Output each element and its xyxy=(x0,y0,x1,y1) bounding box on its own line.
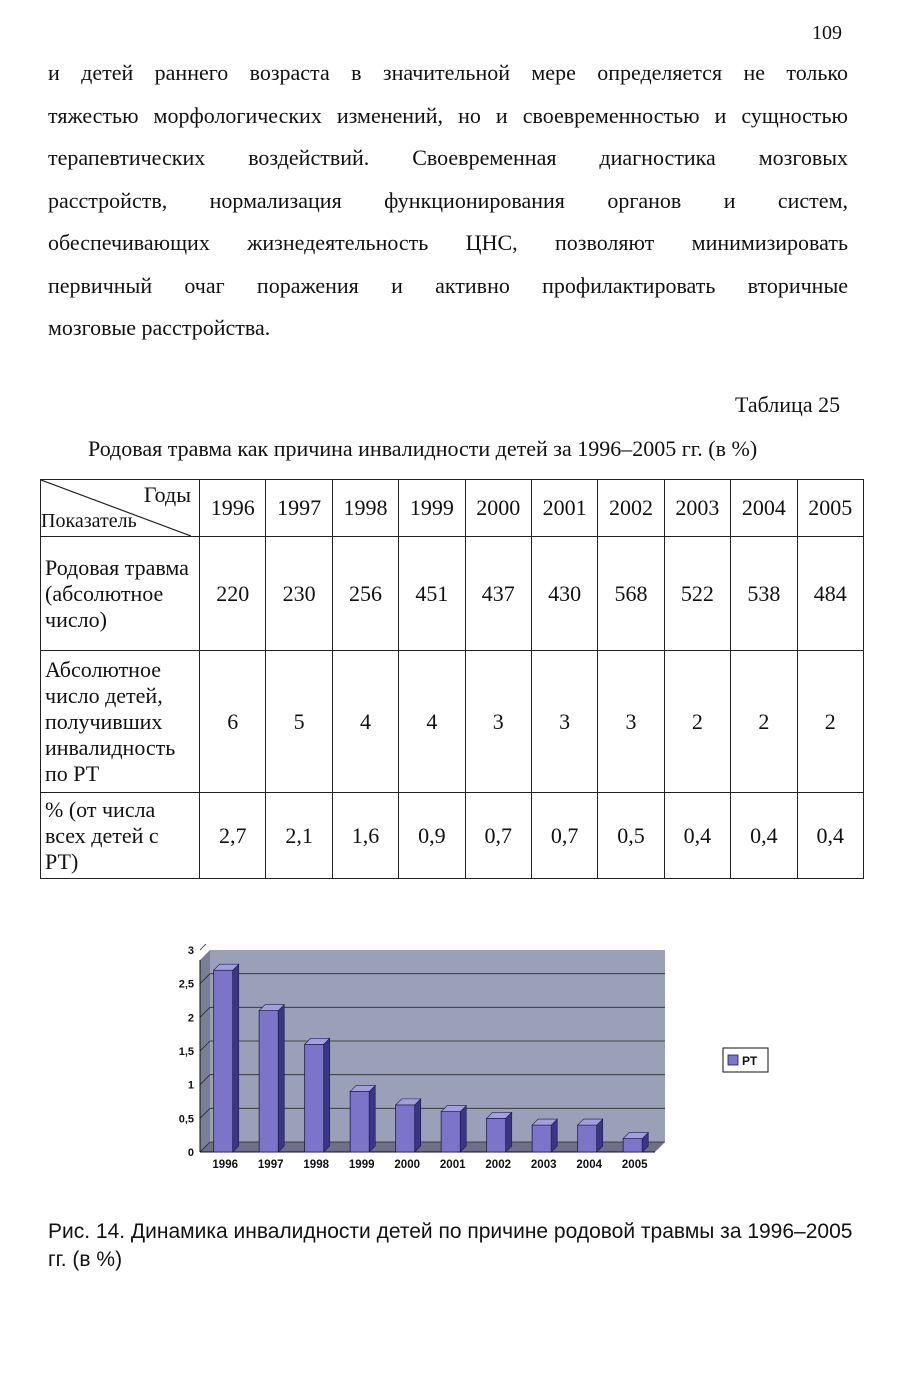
bar xyxy=(259,1011,278,1152)
table-cell: 0,5 xyxy=(598,793,664,879)
table-cell: 256 xyxy=(332,537,398,651)
table-cell: 437 xyxy=(465,537,531,651)
x-tick-label: 2002 xyxy=(485,1159,512,1171)
legend-label: РТ xyxy=(742,1054,758,1068)
paragraph-line: мозговые расстройства. xyxy=(48,315,271,340)
year-header: 2001 xyxy=(531,480,597,537)
x-tick-label: 2001 xyxy=(439,1159,466,1171)
year-header: 1996 xyxy=(200,480,266,537)
table-cell: 0,4 xyxy=(664,793,730,879)
data-table xyxy=(40,479,864,879)
x-tick-label: 2005 xyxy=(621,1159,648,1171)
bar-side xyxy=(506,1112,512,1152)
chart-svg xyxy=(160,944,780,1184)
table-caption: Родовая травма как причина инвалидности детей за 1996–2005 гг. (в %) xyxy=(88,436,758,461)
table-cell: 2,1 xyxy=(266,793,332,879)
bar xyxy=(532,1125,551,1152)
table-cell: 2,7 xyxy=(200,793,266,879)
row-label: Абсолютное число детей, получивших инвалидность по РТ xyxy=(41,651,200,793)
paragraph-line: первичный очаг поражения и активно профилактировать вторичные xyxy=(48,272,848,298)
table-cell: 0,4 xyxy=(731,793,797,879)
table-cell: 0,9 xyxy=(399,793,465,879)
paragraph-line: терапевтических воздействий. Своевременная диагностика мозговых xyxy=(48,145,848,170)
y-tick-label: 3 xyxy=(187,945,194,957)
chart-side-wall xyxy=(200,950,210,1152)
y-tick-label: 1 xyxy=(187,1079,194,1092)
table-corner-cell xyxy=(41,480,200,537)
bar-side xyxy=(278,1005,284,1152)
table-cell: 451 xyxy=(399,537,465,651)
year-header: 1999 xyxy=(399,480,465,537)
table-cell: 0,7 xyxy=(531,793,597,879)
table-cell: 1,6 xyxy=(332,793,398,879)
table-row xyxy=(41,651,864,793)
y-tick-label: 0,5 xyxy=(178,1113,194,1126)
body-paragraph xyxy=(48,52,848,350)
table-cell: 0,4 xyxy=(797,793,863,879)
bar xyxy=(305,1044,324,1152)
table-cell: 3 xyxy=(598,651,664,793)
table-cell: 522 xyxy=(664,537,730,651)
table-cell: 568 xyxy=(598,537,664,651)
table-cell: 2 xyxy=(797,651,863,793)
bar-side xyxy=(369,1085,375,1152)
gridline-side xyxy=(200,944,210,950)
paragraph-line: обеспечивающих жизнедеятельность ЦНС, позволяют минимизировать xyxy=(48,230,848,255)
table-cell: 4 xyxy=(332,651,398,793)
x-tick-label: 2004 xyxy=(576,1159,603,1171)
x-tick-label: 1997 xyxy=(257,1159,284,1171)
bar xyxy=(396,1105,415,1152)
year-header: 2000 xyxy=(465,480,531,537)
table-cell: 2 xyxy=(664,651,730,793)
table-cell: 484 xyxy=(797,537,863,651)
bar-side xyxy=(460,1106,466,1152)
table-row xyxy=(41,793,864,879)
bar xyxy=(441,1112,460,1152)
y-tick-label: 1,5 xyxy=(178,1046,194,1058)
corner-years-label: Годы xyxy=(143,482,191,507)
bar-chart xyxy=(160,944,780,1184)
table-cell: 5 xyxy=(266,651,332,793)
x-tick-label: 2003 xyxy=(530,1159,557,1171)
table-cell: 2 xyxy=(731,651,797,793)
y-tick-label: 0 xyxy=(187,1147,194,1159)
year-header: 2005 xyxy=(797,480,863,537)
bar xyxy=(214,970,233,1152)
year-header: 1997 xyxy=(266,480,332,537)
table-cell: 6 xyxy=(200,651,266,793)
table-cell: 430 xyxy=(531,537,597,651)
bar-side xyxy=(324,1038,330,1152)
legend-swatch xyxy=(728,1055,738,1065)
row-label: Родовая травма (абсолютное число) xyxy=(41,537,200,651)
year-header: 1998 xyxy=(332,480,398,537)
table-cell: 3 xyxy=(465,651,531,793)
year-header: 2004 xyxy=(731,480,797,537)
page-number: 109 xyxy=(812,22,842,44)
year-header: 2002 xyxy=(598,480,664,537)
paragraph-line: расстройств, нормализация функционирования органов и систем, xyxy=(48,187,848,213)
bar-side xyxy=(233,964,239,1152)
y-tick-label: 2 xyxy=(187,1012,194,1025)
bar xyxy=(350,1091,369,1152)
table-cell: 3 xyxy=(531,651,597,793)
table-header-row xyxy=(41,480,864,537)
figure-caption: Рис. 14. Динамика инвалидности детей по причине родовой травмы за 1996–2005 гг. (в %) xyxy=(48,1220,853,1271)
row-label: % (от числа всех детей с РТ) xyxy=(41,793,200,879)
x-tick-label: 1999 xyxy=(348,1159,375,1171)
bar xyxy=(578,1125,597,1152)
table-cell: 538 xyxy=(731,537,797,651)
table-row xyxy=(41,537,864,651)
bar-side xyxy=(415,1099,421,1152)
paragraph-line: и детей раннего возраста в значительной мере определяется не только xyxy=(48,60,848,85)
year-header: 2003 xyxy=(664,480,730,537)
x-tick-label: 1996 xyxy=(212,1159,239,1171)
bar xyxy=(487,1118,506,1152)
table-label: Таблица 25 xyxy=(735,392,841,417)
corner-indicator-label: Показатель xyxy=(41,510,137,532)
paragraph-line: тяжестью морфологических изменений, но и своевременностью и сущностью xyxy=(48,102,848,128)
table-cell: 0,7 xyxy=(465,793,531,879)
x-tick-label: 2000 xyxy=(394,1159,421,1171)
y-tick-label: 2,5 xyxy=(178,978,194,991)
table-cell: 4 xyxy=(399,651,465,793)
x-tick-label: 1998 xyxy=(303,1159,330,1171)
bar xyxy=(623,1139,642,1152)
table-cell: 230 xyxy=(266,537,332,651)
table-cell: 220 xyxy=(200,537,266,651)
